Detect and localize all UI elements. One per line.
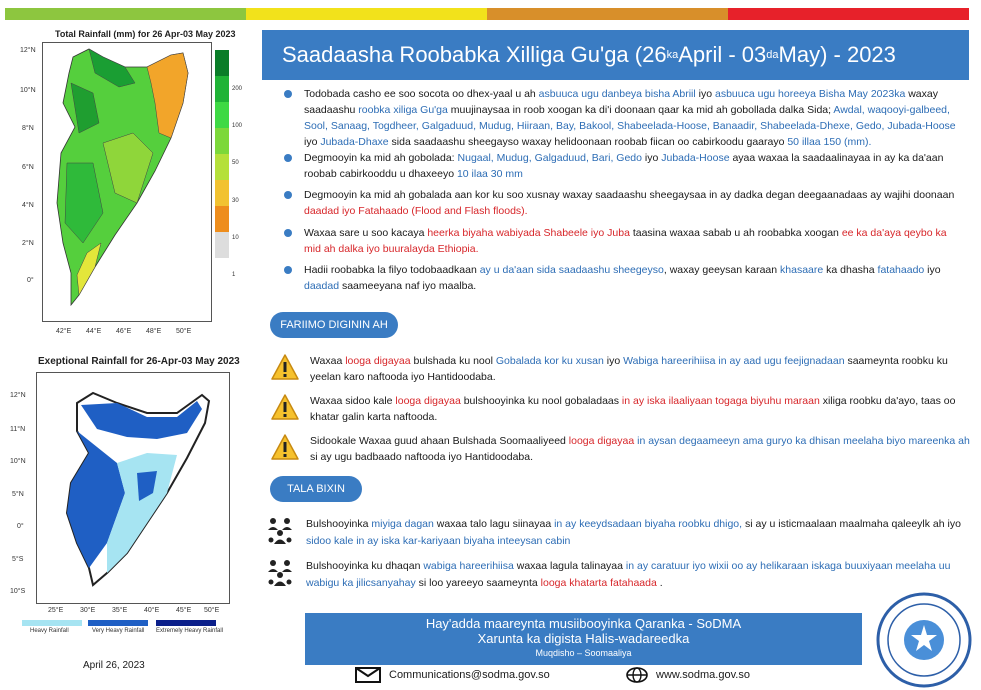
colorbar-label: 1 xyxy=(232,272,236,278)
top-color-bar xyxy=(5,8,969,20)
colorbar-segment xyxy=(215,50,229,76)
footer-unit-name: Xarunta ka digista Halis-wadareedka xyxy=(477,631,690,646)
bullet-dot-icon xyxy=(284,154,292,162)
legend-swatch-heavy xyxy=(22,620,82,626)
website-link[interactable]: www.sodma.gov.so xyxy=(656,669,750,681)
colorbar-label: 10 xyxy=(232,235,239,241)
map1-lat-label: 6°N xyxy=(22,164,34,171)
footer-location: Muqdisho – Soomaaliya xyxy=(535,648,632,658)
warning-icon xyxy=(270,393,300,421)
title-part: Saadaasha Roobabka Xilliga Gu'ga (26 xyxy=(282,42,667,67)
colorbar-segment xyxy=(215,180,229,206)
map2-lat-label: 5°N xyxy=(12,491,24,498)
map2-lat-label: 5°S xyxy=(12,556,24,563)
warning-item: Waxaa sidoo kale looga digayaa bulshooyinka ku nool gobaladaas in ay iska ilaaliyaan togaga biyuhu maraan xiliga roobku da'ayo, taas oo khatar galin karta naftooda. xyxy=(270,393,970,425)
legend-label: Extremely Heavy Rainfall xyxy=(156,628,224,634)
email-address[interactable]: Communications@sodma.gov.so xyxy=(389,669,550,681)
advice-item: Bulshooyinka ku dhaqan wabiga hareerihiisa waxaa lagula talinayaa in ay caratuur iyo wixii oo ay helikaraan iskaga buuxiyaan meelaha uu wabigu ka jilicsanyahay si loo yareeyo saameynta looga khatarta fatahaada . xyxy=(266,558,966,592)
map1-rainfall-map xyxy=(43,43,211,321)
forecast-bullet: Todobada casho ee soo socota oo dhex-yaal u ah asbuuca ugu danbeya bisha Abriil iyo asbuuca ugu horeeya Bisha May 2023ka waxay saadaashu roobka xiliga Gu'ga muujinaysaa in roob xoogan ka di'i doonaan qaar ka mid ah gobollada dalka Sida; Awdal, waqooyi-galbeed, Sool, Sanaag, Togdheer, Galgaduud, Mudug, Hiiraan, Bay, Bakool, Shabeelada-Hoose, Banaadir, Shabeelada-Dhexe, Gedo, Jubada-Hoose iyo Jubada-Dhaxe sida saadaashu sheegayso waxay helidoonaan roobab fiican oo cabirkoodu gaarayo 50 illaa 150 (mm). xyxy=(284,86,966,150)
bullet-dot-icon xyxy=(284,266,292,274)
sodma-logo-icon xyxy=(876,592,972,688)
map2-lat-label: 12°N xyxy=(10,392,26,399)
map2-lat-label: 0° xyxy=(17,523,24,530)
top-bar-yellow xyxy=(246,8,487,20)
report-date: April 26, 2023 xyxy=(83,660,145,671)
map1-lat-label: 0° xyxy=(27,277,34,284)
legend-swatch-extreme xyxy=(156,620,216,626)
bullet-dot-icon xyxy=(284,229,292,237)
colorbar-label: 50 xyxy=(232,160,239,166)
map1-lon-label: 50°E xyxy=(176,328,192,335)
map1-lon-label: 42°E xyxy=(56,328,72,335)
colorbar-segment xyxy=(215,76,229,102)
title-part: April - 03 xyxy=(678,42,767,67)
colorbar-label: 200 xyxy=(232,86,243,92)
legend-label: Very Heavy Rainfall xyxy=(92,628,145,634)
map2-lon-label: 40°E xyxy=(144,607,160,614)
map2-lon-label: 35°E xyxy=(112,607,128,614)
warning-icon xyxy=(270,353,300,381)
section-title-warnings: FARIIMO DIGININ AH xyxy=(270,312,398,338)
title-sub: da xyxy=(766,49,779,61)
map2-lat-label: 10°S xyxy=(10,588,26,595)
map2-lat-label: 11°N xyxy=(10,426,26,433)
colorbar-label: 30 xyxy=(232,198,239,204)
advice-item: Bulshooyinka miyiga dagan waxaa talo lagu siinayaa in ay keeydsadaan biyaha roobku dhigo, si ay u isticmaalaan maalmaha qaleeylk ah iyo sidoo kale in ay iska kar-kariyaan biyaha inteeysan cabin xyxy=(266,516,966,550)
title-sub: ka xyxy=(666,49,679,61)
map1-lat-label: 10°N xyxy=(20,87,36,94)
map2-lon-label: 45°E xyxy=(176,607,192,614)
map2-lon-label: 50°E xyxy=(204,607,220,614)
forecast-bullet: Hadii roobabka la filyo todobaadkaan ay u da'aan sida saadaashu sheegeyso, waxay geeysan karaan khasaare ka dhasha fatahaado iyo daadad saameeyana naf iyo maalba. xyxy=(284,262,966,294)
warning-item: Sidookale Waxaa guud ahaan Bulshada Soomaaliyeed looga digayaa in aysan degaameeyn ama guryo ka dhisan meelaha biyo mareenka ah si ay ugu badbaado naftooda iyo Hantidoodaba. xyxy=(270,433,970,465)
colorbar-segment xyxy=(215,232,229,258)
contact-website[interactable] xyxy=(626,667,750,683)
community-icon xyxy=(266,516,294,546)
map1-lon-label: 46°E xyxy=(116,328,132,335)
forecast-bullet: Waxaa sare u soo kacaya heerka biyaha wabiyada Shabeele iyo Juba taasina waxaa sabab u ah roobabka xoogan ee ka da'aya qeybo ka mid ah dalka iyo buuralayda Ethiopia. xyxy=(284,225,966,257)
map2-exceptional-rainfall-map xyxy=(37,373,229,603)
globe-icon xyxy=(626,667,648,683)
legend-label: Heavy Rainfall xyxy=(30,628,69,634)
footer-banner xyxy=(305,613,862,665)
top-bar-green xyxy=(5,8,246,20)
colorbar-segment xyxy=(215,128,229,154)
map1-lon-label: 48°E xyxy=(146,328,162,335)
section-title-advice: TALA BIXIN xyxy=(270,476,362,502)
map1-frame xyxy=(42,42,212,322)
community-icon xyxy=(266,558,294,588)
forecast-bullet: Degmooyin ka mid ah gobalada aan kor ku soo xusnay waxay saadaashu sheegaysaa in ay dadka degan deegaanadaas ay wajihi doonaan daadad iyo Fatahaado (Flood and Flash floods). xyxy=(284,187,966,219)
map1-title: Total Rainfall (mm) for 26 Apr-03 May 2023 xyxy=(55,29,236,39)
footer-org-name: Hay'adda maareynta musiibooyinka Qaranka - SoDMA xyxy=(425,616,742,631)
map1-lat-label: 12°N xyxy=(20,47,36,54)
bullet-dot-icon xyxy=(284,191,292,199)
map1-lat-label: 2°N xyxy=(22,240,34,247)
title-part: May) - 2023 xyxy=(778,42,896,67)
contact-email[interactable] xyxy=(355,667,550,683)
colorbar-segment xyxy=(215,154,229,180)
page-title xyxy=(262,30,969,80)
legend-swatch-very-heavy xyxy=(88,620,148,626)
top-bar-red xyxy=(728,8,969,20)
map2-title: Exeptional Rainfall for 26-Apr-03 May 2023 xyxy=(38,356,240,367)
warning-icon xyxy=(270,433,300,461)
map2-lon-label: 25°E xyxy=(48,607,64,614)
top-bar-orange xyxy=(487,8,728,20)
map1-lat-label: 8°N xyxy=(22,125,34,132)
bullet-dot-icon xyxy=(284,90,292,98)
envelope-icon xyxy=(355,667,381,683)
colorbar-segment xyxy=(215,206,229,232)
warning-item: Waxaa looga digayaa bulshada ku nool Gobalada kor ku xusan iyo Wabiga hareerihiisa in ay aad ugu feejignadaan saameynta roobku ku yeelan karo naftooda iyo Hantidoodaba. xyxy=(270,353,970,385)
map2-frame xyxy=(36,372,230,604)
colorbar-segment xyxy=(215,102,229,128)
map1-lon-label: 44°E xyxy=(86,328,102,335)
map1-colorbar xyxy=(215,50,229,258)
map2-lat-label: 10°N xyxy=(10,458,26,465)
forecast-bullet: Degmooyin ka mid ah gobolada: Nugaal, Mudug, Galgaduud, Bari, Gedo iyo Jubada-Hoose ayaa waxaa la saadaalinayaa in ay ka da'aan roobab cabirkooddu u dhaxeeyo 10 ilaa 30 mm xyxy=(284,150,966,182)
colorbar-label: 100 xyxy=(232,123,243,129)
map2-lon-label: 30°E xyxy=(80,607,96,614)
map1-lat-label: 4°N xyxy=(22,202,34,209)
